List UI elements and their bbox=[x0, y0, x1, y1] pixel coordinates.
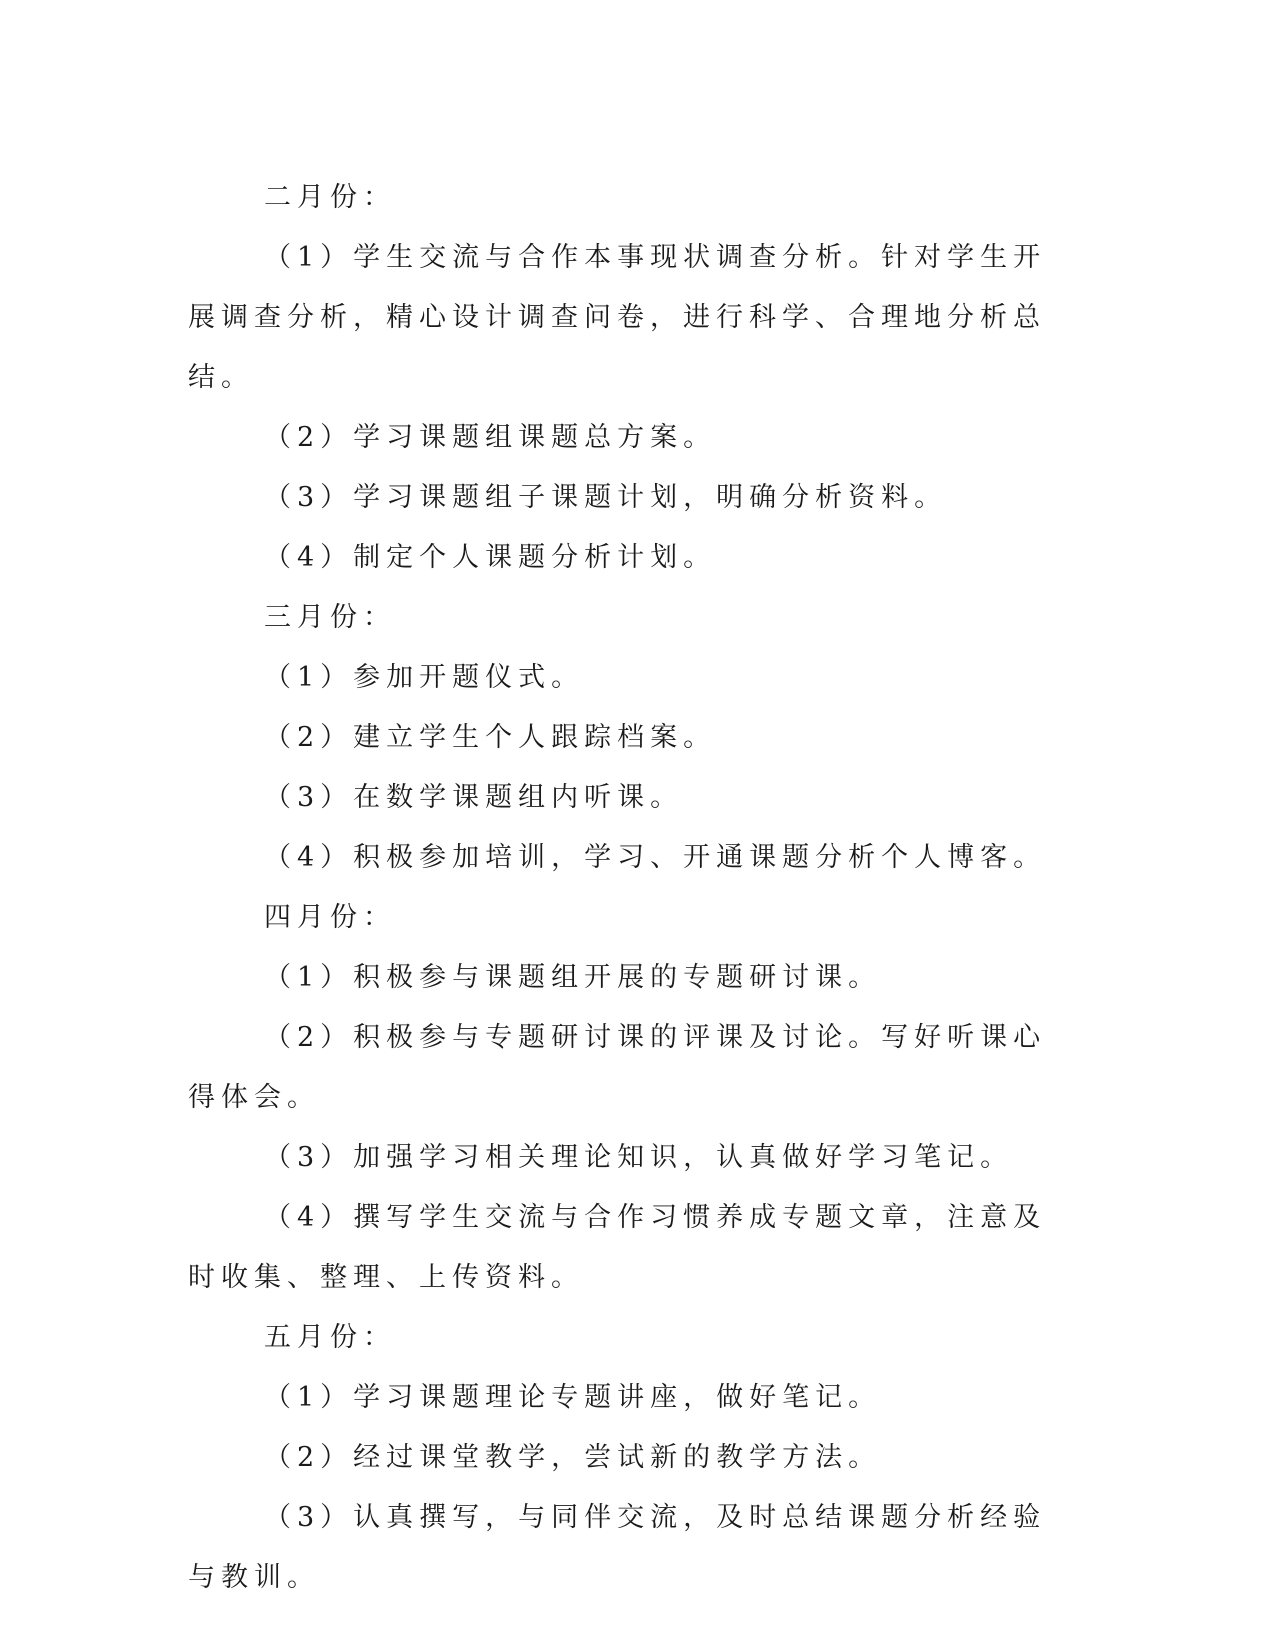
list-item: （2）经过课堂教学，尝试新的教学方法。 bbox=[264, 1442, 882, 1473]
list-item: （1）参加开题仪式。 bbox=[264, 662, 585, 693]
list-item: （4）积极参加培训，学习、开通课题分析个人博客。 bbox=[264, 842, 1047, 873]
list-item: （3）认真撰写，与同伴交流，及时总结课题分析经验与教训。 bbox=[188, 1502, 1047, 1593]
document-body bbox=[188, 168, 1070, 1608]
list-item: （4）撰写学生交流与合作习惯养成专题文章，注意及时收集、整理、上传资料。 bbox=[188, 1202, 1047, 1293]
list-item: （2）建立学生个人跟踪档案。 bbox=[264, 722, 717, 753]
list-item: （1）学生交流与合作本事现状调查分析。针对学生开展调查分析，精心设计调查问卷，进行科学、合理地分析总结。 bbox=[188, 242, 1047, 393]
list-item: （3）学习课题组子课题计划，明确分析资料。 bbox=[264, 482, 948, 513]
list-item: （2）积极参与专题研讨课的评课及讨论。写好听课心得体会。 bbox=[188, 1022, 1047, 1113]
month-heading: 三月份： bbox=[264, 602, 396, 633]
list-item: （1）学习课题理论专题讲座，做好笔记。 bbox=[264, 1382, 882, 1413]
list-item: （4）制定个人课题分析计划。 bbox=[264, 542, 717, 573]
list-item: （1）积极参与课题组开展的专题研讨课。 bbox=[264, 962, 882, 993]
month-heading: 四月份： bbox=[264, 902, 396, 933]
list-item: （2）学习课题组课题总方案。 bbox=[264, 422, 717, 453]
list-item: （3）在数学课题组内听课。 bbox=[264, 782, 684, 813]
month-heading: 二月份： bbox=[264, 182, 396, 213]
list-item: （3）加强学习相关理论知识，认真做好学习笔记。 bbox=[264, 1142, 1014, 1173]
month-heading: 五月份： bbox=[264, 1322, 396, 1353]
